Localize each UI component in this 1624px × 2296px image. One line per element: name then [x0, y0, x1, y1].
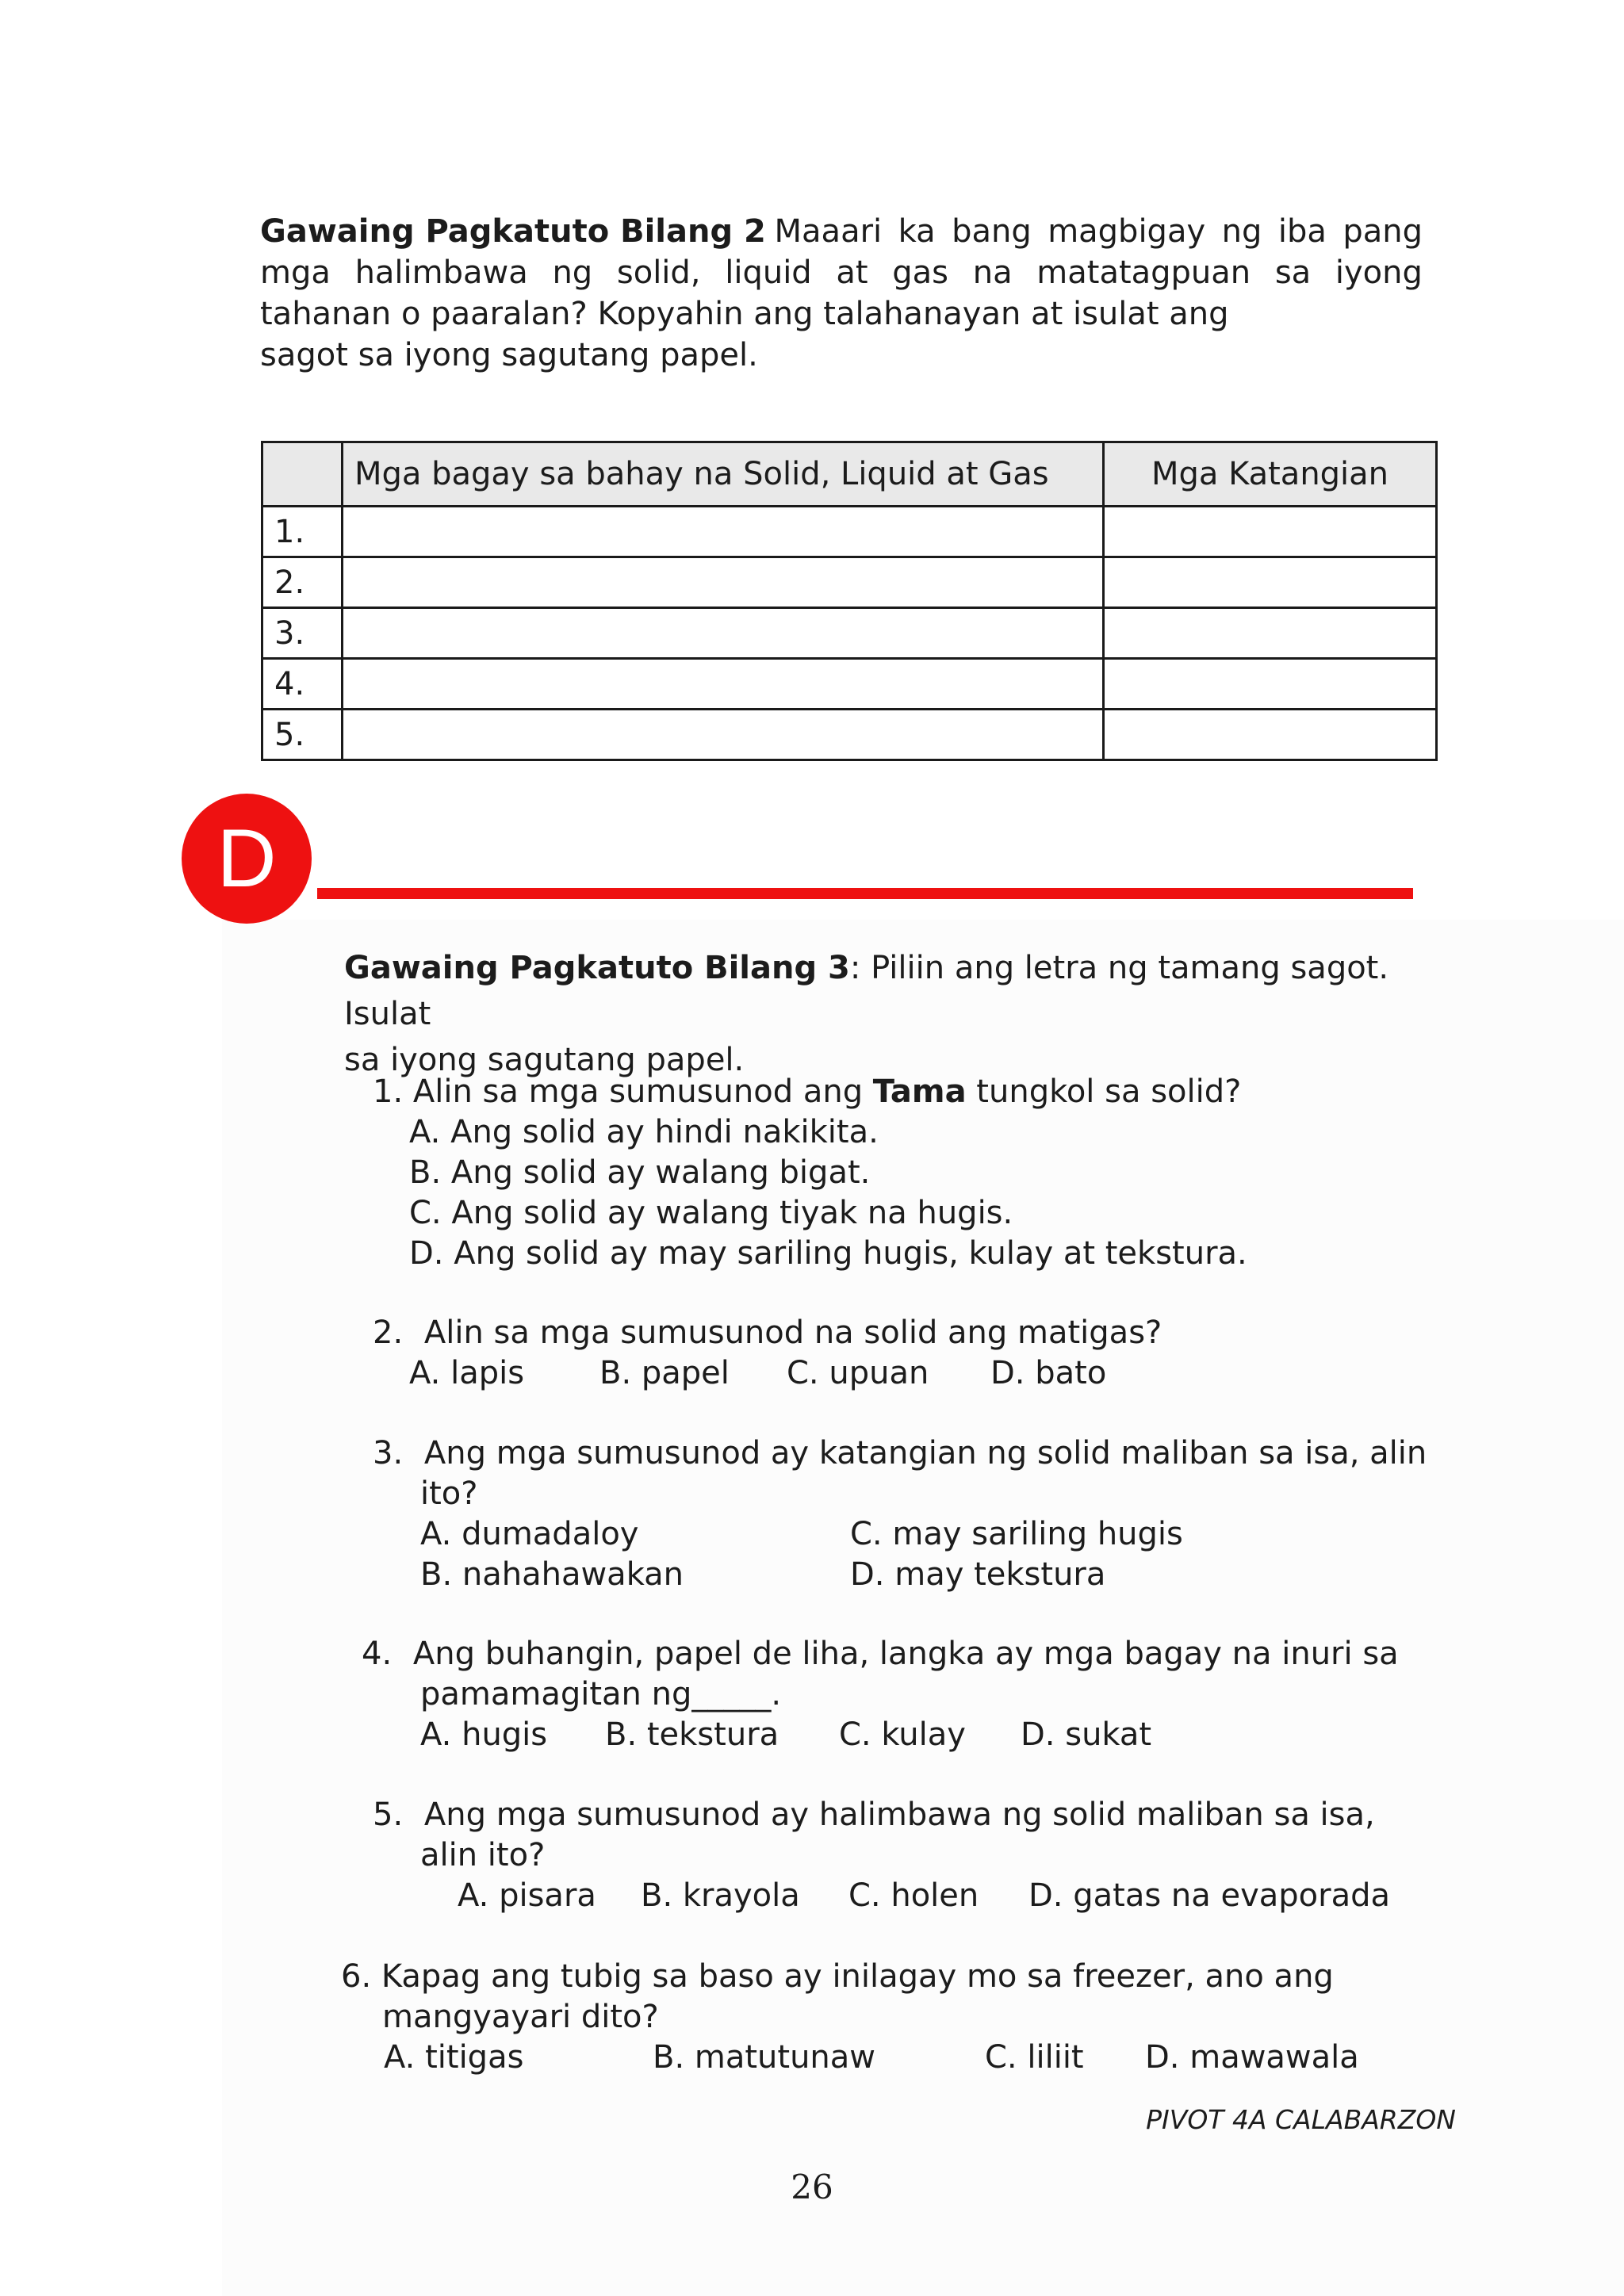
question-4: [362, 1634, 1399, 1674]
word: : Maaari: [753, 213, 883, 250]
choice[interactable]: B. tekstura: [605, 1716, 779, 1753]
question-number: 2.: [373, 1314, 404, 1351]
question-text: Kapag ang tubig sa baso ay inilagay mo sa freezer, ano ang: [381, 1958, 1334, 1995]
word: pang: [1342, 213, 1423, 250]
choice[interactable]: A. Ang solid ay hindi nakikita.: [409, 1114, 879, 1150]
word: ka: [898, 213, 936, 250]
row-number: 1.: [262, 507, 343, 557]
word: sa: [1274, 254, 1312, 291]
table-row: [262, 608, 1437, 659]
word: iba: [1277, 213, 1327, 250]
table-header-number: [262, 442, 343, 507]
choice[interactable]: D. bato: [990, 1355, 1107, 1391]
table-row: [262, 659, 1437, 710]
question-number: 6.: [341, 1958, 372, 1995]
choice[interactable]: D. may tekstura: [850, 1556, 1106, 1593]
question-text: Ang mga sumusunod ay katangian ng solid maliban sa isa, alin: [423, 1435, 1427, 1471]
word: ng: [1221, 213, 1262, 250]
choice[interactable]: C. upuan: [787, 1355, 929, 1391]
answer-cell[interactable]: [1104, 659, 1437, 710]
word: solid,: [616, 254, 701, 291]
choice[interactable]: D. gatas na evaporada: [1028, 1877, 1390, 1914]
question-text-continued: pamamagitan ng_____.: [420, 1676, 782, 1712]
choice[interactable]: A. pisara: [458, 1877, 596, 1914]
question-text-continued: alin ito?: [420, 1837, 546, 1873]
choice[interactable]: B. nahahawakan: [420, 1556, 684, 1593]
choice[interactable]: C. Ang solid ay walang tiyak na hugis.: [409, 1195, 1013, 1231]
table-row: [262, 557, 1437, 608]
question-number: 1.: [373, 1073, 404, 1110]
question-6: [341, 1957, 1334, 1997]
word: iyong: [1335, 254, 1423, 291]
answer-cell[interactable]: [1104, 507, 1437, 557]
activity3-line1: [344, 945, 1423, 1037]
answer-cell[interactable]: [343, 659, 1104, 710]
row-number: 3.: [262, 608, 343, 659]
answer-cell[interactable]: [1104, 608, 1437, 659]
question-text: Ang mga sumusunod ay halimbawa ng solid maliban sa isa,: [423, 1797, 1375, 1833]
choice[interactable]: C. may sariling hugis: [850, 1516, 1183, 1552]
row-number: 4.: [262, 659, 343, 710]
answer-cell[interactable]: [1104, 557, 1437, 608]
activity2-line3: tahanan o paaralan? Kopyahin ang talahanayan at isulat ang: [260, 296, 1229, 332]
answer-cell[interactable]: [343, 710, 1104, 760]
question-number: 3.: [373, 1435, 404, 1471]
choice[interactable]: A. hugis: [420, 1716, 548, 1753]
answer-cell[interactable]: [1104, 710, 1437, 760]
choice[interactable]: C. liliit: [985, 2039, 1084, 2076]
question-number: 5.: [373, 1797, 404, 1833]
activity3-heading: Gawaing Pagkatuto Bilang 3: [344, 950, 850, 986]
choice[interactable]: A. dumadaloy: [420, 1516, 639, 1552]
choice[interactable]: C. kulay: [839, 1716, 966, 1753]
question-text-continued: ito?: [420, 1475, 478, 1512]
choice[interactable]: A. lapis: [409, 1355, 525, 1391]
word: halimbawa: [354, 254, 528, 291]
activity2-instructions: [260, 211, 1423, 376]
word: matatagpuan: [1036, 254, 1251, 291]
question-1: [373, 1072, 1241, 1112]
row-number: 5.: [262, 710, 343, 760]
table-row: [262, 710, 1437, 760]
question-text: tungkol sa solid?: [966, 1073, 1242, 1110]
question-emphasis: Tama: [872, 1073, 967, 1110]
word: magbigay: [1048, 213, 1206, 250]
table-row: [262, 507, 1437, 557]
question-3: [373, 1433, 1427, 1474]
question-text: Alin sa mga sumusunod ang: [412, 1073, 873, 1110]
activity2-heading: Gawaing Pagkatuto Bilang 2: [260, 213, 766, 250]
row-number: 2.: [262, 557, 343, 608]
choice[interactable]: A. titigas: [384, 2039, 524, 2076]
table-header-items: Mga bagay sa bahay na Solid, Liquid at Gas: [343, 442, 1104, 507]
word: mga: [260, 254, 331, 291]
activity2-line2: [260, 252, 1423, 293]
word: na: [972, 254, 1013, 291]
question-5: [373, 1795, 1375, 1835]
word: at: [836, 254, 868, 291]
question-text: Alin sa mga sumusunod na solid ang matigas?: [423, 1314, 1162, 1351]
footer-source: PIVOT 4A CALABARZON: [1146, 2104, 1456, 2135]
activity3-line2: sa iyong sagutang papel.: [344, 1042, 745, 1078]
choice[interactable]: D. Ang solid ay may sariling hugis, kulay at tekstura.: [409, 1235, 1247, 1272]
word: liquid: [725, 254, 812, 291]
answer-table: [261, 441, 1438, 761]
choice[interactable]: D. mawawala: [1145, 2039, 1359, 2076]
answer-cell[interactable]: [343, 507, 1104, 557]
activity2-line4: sagot sa iyong sagutang papel.: [260, 337, 758, 373]
table-header-row: [262, 442, 1437, 507]
choice[interactable]: B. papel: [599, 1355, 730, 1391]
table-header-properties: Mga Katangian: [1104, 442, 1437, 507]
choice[interactable]: D. sukat: [1021, 1716, 1152, 1753]
word: ng: [552, 254, 593, 291]
section-divider: [317, 888, 1413, 899]
choice[interactable]: B. krayola: [641, 1877, 800, 1914]
activity3-instruction: : Piliin ang letra ng tamang sagot. Isulat: [344, 950, 1389, 1032]
question-text: Ang buhangin, papel de liha, langka ay mga bagay na inuri sa: [412, 1636, 1399, 1672]
activity2-line1: [260, 211, 1423, 252]
section-d-badge: D: [182, 794, 312, 924]
word: gas: [892, 254, 949, 291]
choice[interactable]: B. matutunaw: [653, 2039, 875, 2076]
answer-cell[interactable]: [343, 557, 1104, 608]
question-text-continued: mangyayari dito?: [382, 1999, 659, 2035]
answer-cell[interactable]: [343, 608, 1104, 659]
page-number: 26: [791, 2168, 833, 2206]
question-number: 4.: [362, 1636, 393, 1672]
word: bang: [952, 213, 1032, 250]
activity3-instructions: [344, 945, 1423, 1083]
choice[interactable]: B. Ang solid ay walang bigat.: [409, 1154, 871, 1191]
choice[interactable]: C. holen: [848, 1877, 979, 1914]
question-2: [373, 1313, 1162, 1353]
